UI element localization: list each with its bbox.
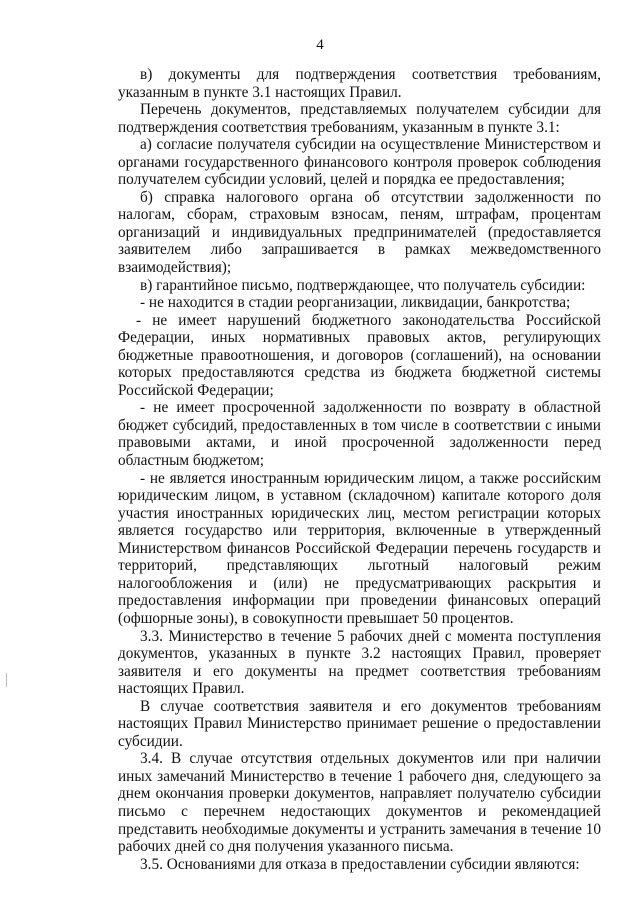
paragraph-bullet-no-reorganization: - не находится в стадии реорганизации, ликвидации, банкротства; <box>140 294 571 312</box>
paragraph-item-b-tax-certificate: б) справка налогового органа об отсутствии задолженности по налогам, сборам, страховым взносам, пеням, штрафам, процентам организаций и индивидуальных предпринимателей (предоставляется заявителем либо запрашивается в рамках межведомственного взаимодействия); <box>118 188 601 277</box>
paragraph-bullet-not-foreign-entity: - не является иностранным юридическим лицом, а также российским юридическим лицом, в уставном (складочном) капитале которого доля участия иностранных юридических лиц, местом регистрации которых является государство или территория, включенные в утвержденный Министерством финансов Российской Федерации перечень государств и территорий, представляющих льготный налоговый режим налогообложения и (или) не предусматривающих раскрытия и предоставления информации при проведении финансовых операций (офшорные зоны), в совокупности превышает 50 процентов. <box>118 469 601 627</box>
paragraph-item-a-consent: а) согласие получателя субсидии на осуществление Министерством и органами государственного финансового контроля проверок соблюдения получателем субсидии условий, целей и порядка ее предоставления; <box>118 136 601 189</box>
paragraph-3-4-missing-documents: 3.4. В случае отсутствия отдельных документов или при наличии иных замечаний Министерство в течение 1 рабочего дня, следующего за днем окончания проверки документов, направляет получателю субсидии письмо с перечнем недостающих документов и рекомендацией представить необходимые документы и устранить замечания в течение 10 рабочих дней со дня получения указанного письма. <box>118 750 601 856</box>
paragraph-3-5-refusal-grounds: 3.5. Основаниями для отказа в предоставлении субсидии являются: <box>140 855 580 873</box>
paragraph-item-v-guarantee-letter: в) гарантийное письмо, подтверждающее, что получатель субсидии: <box>140 276 586 294</box>
paragraph-bullet-no-budget-violations: - не имеет нарушений бюджетного законодательства Российской Федерации, иных нормативных правовых актов, регулирующих бюджетные правоотношения, и договоров (соглашений), на основании которых предоставляются средства из бюджета бюджетной системы Российской Федерации; <box>118 311 601 399</box>
scan-edge-mark <box>6 673 7 687</box>
page-number: 4 <box>316 37 324 53</box>
document-body <box>118 66 601 873</box>
paragraph-documents-list-intro: Перечень документов, представляемых получателем субсидии для подтверждения соответствия требованиям, указанным в пункте 3.1: <box>118 101 601 136</box>
paragraph-bullet-no-overdue-debt: - не имеет просроченной задолженности по возврату в областной бюджет субсидий, предоставленных в том числе в соответствии с иными правовыми актами, и иной просроченной задолженности перед областным бюджетом; <box>118 399 601 470</box>
paragraph-decision: В случае соответствия заявителя и его документов требованиям настоящих Правил Министерство принимает решение о предоставлении субсидии. <box>118 697 601 750</box>
paragraph-3-3-review: 3.3. Министерство в течение 5 рабочих дней с момента поступления документов, указанных в пункте 3.2 настоящих Правил, проверяет заявителя и его документы на предмет соответствия требованиям настоящих Правил. <box>118 627 601 698</box>
paragraph-docs-requirements: в) документы для подтверждения соответствия требованиям, указанным в пункте 3.1 настоящих Правил. <box>118 66 601 101</box>
